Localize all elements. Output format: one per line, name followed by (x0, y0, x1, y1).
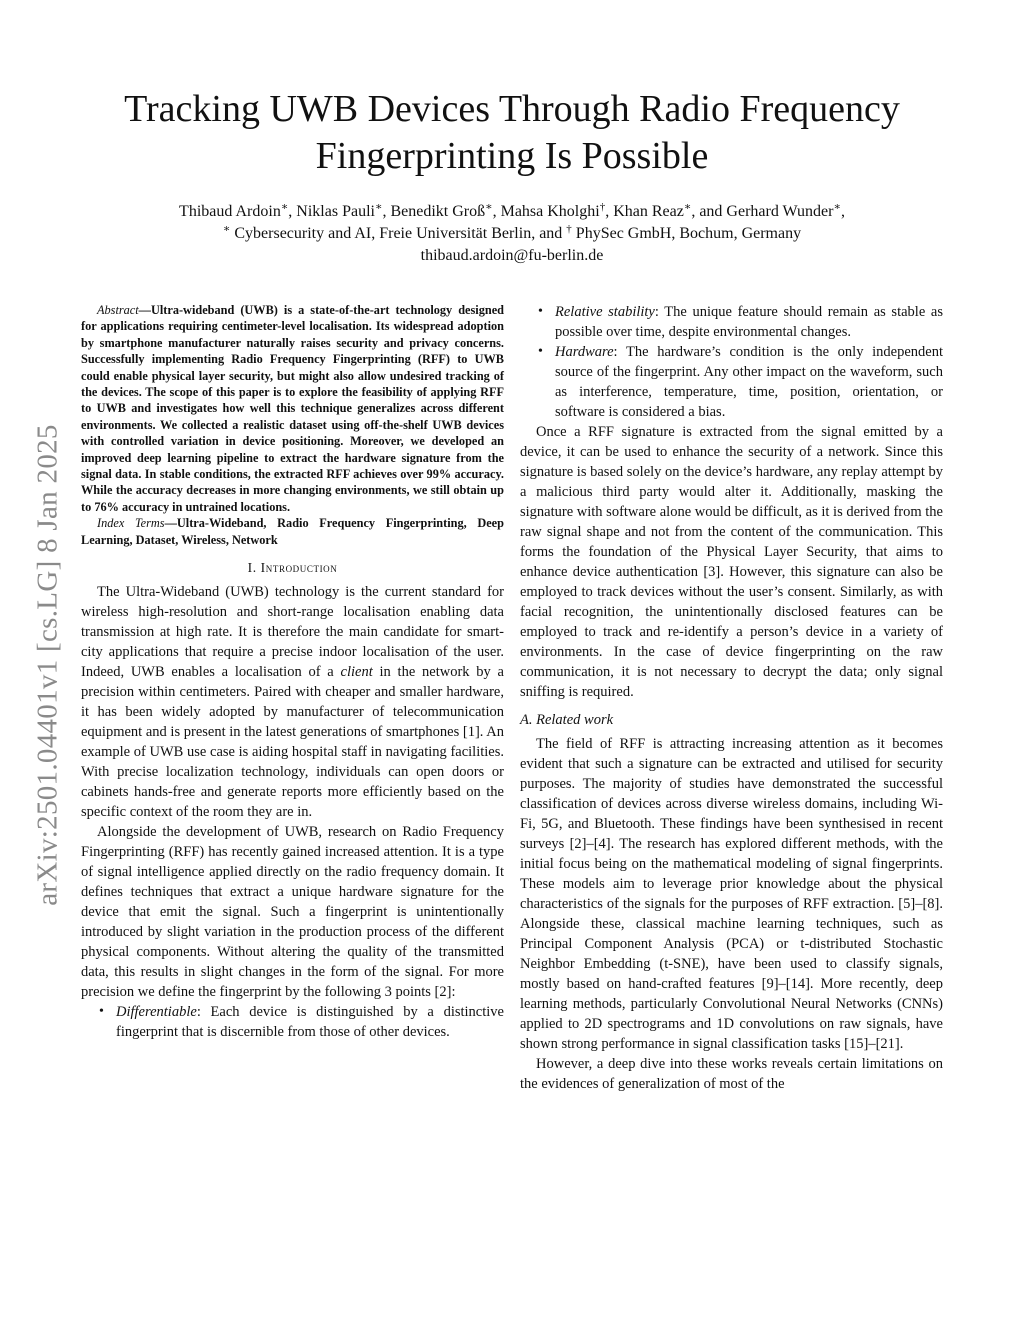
author-block (82, 201, 942, 267)
section-heading-introduction (81, 558, 504, 578)
bullet-term: Differentiable (116, 1004, 197, 1021)
paragraph: However, a deep dive into these works reveals certain limitations on the evidences of generalization of most of the (520, 1056, 943, 1092)
paragraph: Alongside the development of UWB, research on Radio Frequency Fingerprinting (RFF) has recently gained increased attention. It is a type of signal intelligence applied directly on the radio frequency domain. It defines techniques that extract a unique hardware signature for the device that emit the signal. Such a fingerprint is unintentionally introduced by slight variation in the production process of the different physical components. Without altering the quality of the transmitted data, this results in slight changes in the form of the signal. For more precision we define the fingerprint by the following 3 points [2]: (81, 824, 504, 1001)
abstract: Abstract—Ultra-wideband (UWB) is a state-of-the-art technology designed for applications requiring centimeter-level localisation. Its widespread adoption by smartphone manufacturer naturally raises security and privacy concerns. Successfully implementing Radio Frequency Fingerprinting (RFF) to UWB could enable physical layer security, but might also allow undesired tracking of the devices. The scope of this paper is to explore the feasibility of applying RFF to UWB and investigates how well this technique generalizes across different environments. We collected a realistic dataset using off-the-shelf UWB devices with controlled variation in device positioning. Moreover, we developed an improved deep learning pipeline to extract the hardware signature from the signal data. In stable conditions, the extracted RFF achieves over 99% accuracy. While the accuracy decreases in more changing environments, we still obtain up to 76% accuracy in untrained locations. (81, 303, 504, 514)
affiliation-mark: ∗ (222, 223, 231, 235)
index-terms-text: Ultra-Wideband, Radio Frequency Fingerprinting, Deep Learning, Dataset, Wireless, Network (81, 516, 504, 547)
paragraph-text: in the network by a precision within centimeters. Paired with cheaper and smaller hardware, it has been widely adopted by manufacturer of telecommunication equipment and is present in the latest generations of smartphones [1]. An example of UWB use case is aiding hospital staff in navigating facilities. With precise localization technology, individuals can open doors or cabinets hands-free and generate reports more efficiently based on the specific context of the room they are in. (81, 664, 504, 821)
list-item (81, 1002, 504, 1042)
arxiv-identifier: arXiv:2501.04401v1 [cs.LG] 8 Jan 2025 (31, 424, 64, 906)
author-name: and Gerhard Wunder (699, 203, 834, 220)
bullet-text: : The hardware’s condition is the only independent source of the fingerprint. Any other impact on the waveform, such as interference, temperature, time, position, orientation, or software is considered a bias. (555, 344, 943, 420)
right-column (520, 302, 943, 1094)
left-column (81, 302, 504, 1042)
paragraph: The field of RFF is attracting increasing attention as it becomes evident that such a signature can be extracted and utilised for security purposes. The majority of studies have demonstrated the successful classification of devices across diverse wireless domains, including Wi-Fi, 5G, and Bluetooth. These findings have been synthesised in recent surveys [2]–[4]. The research has explored different methods, with the initial focus being on the mathematical modeling of signal fingerprints. These models aim to leverage prior knowledge about the physical characteristics of the signals for the purposes of RFF extraction. [5]–[8]. Alongside these, classical machine learning techniques, such as Principal Component Analysis (PCA) or t-distributed Stochastic Neighbor Embedding (t-SNE), have been used to classify signals, mostly based on hand-crafted features [9]–[14]. More recently, deep learning methods, particularly Convolutional Neural Networks (CNNs) applied to 2D spectrograms and 1D convolutions on raw signals, have shown strong performance in signal classification tasks [15]–[21]. (520, 736, 943, 1052)
index-terms-label: Index Terms (97, 516, 165, 531)
affiliation-mark: ∗ (280, 201, 289, 213)
affiliation-mark: ∗ (374, 201, 383, 213)
title-line-2: Fingerprinting Is Possible (315, 135, 709, 177)
affiliations (82, 223, 942, 245)
section-title: Introduction (260, 560, 338, 576)
fingerprint-criteria-list (81, 1002, 504, 1042)
affiliation-mark: † (599, 201, 606, 213)
paper-title (82, 86, 942, 180)
affiliation-mark: † (566, 223, 572, 235)
author-email: thibaud.ardoin@fu-berlin.de (420, 247, 604, 264)
author-name: Benedikt Groß (390, 203, 486, 220)
author-name: Thibaud Ardoin (179, 203, 281, 220)
emphasis: client (340, 664, 373, 681)
abstract-label: Abstract (97, 303, 139, 317)
bullet-term: Relative stability (555, 304, 655, 320)
abstract-text: Ultra-wideband (UWB) is a state-of-the-art technology designed for applications requiring centimeter-level localisation. Its widespread adoption by smartphone manufacturer naturally raises security and privacy concerns. Successfully implementing Radio Frequency Fingerprinting (RFF) to UWB could enable physical layer security, but might also allow undesired tracking of the devices. The scope of this paper is to explore the feasibility of applying RFF to UWB and investigates how well this technique generalizes across different environments. We collected a realistic dataset using off-the-shelf UWB devices with controlled variation in device positioning. Moreover, we developed an improved deep learning pipeline to extract the hardware signature from the signal data. In stable conditions, the extracted RFF achieves over 99% accuracy. While the accuracy decreases in more changing environments, we still obtain up to 76% accuracy in untrained locations. (81, 303, 504, 514)
paragraph-text: The Ultra-Wideband (UWB) technology is the current standard for wireless high-resolution and short-range localisation enabling data transmission at high rate. It is therefore the main candidate for smart-city applications that require a precise indoor localisation of the user. Indeed, UWB enables a localisation of a (81, 584, 504, 681)
subsection-heading-related-work: A. Related work (520, 712, 614, 728)
author-name: Mahsa Kholghi (500, 203, 600, 220)
bullet-text: : Each device is distinguished by a distinctive fingerprint that is discernible from those of other devices. (116, 1004, 504, 1041)
author-name: Khan Reaz (613, 203, 684, 220)
affiliation-mark: ∗ (683, 201, 692, 213)
author-list: Thibaud Ardoin∗, Niklas Pauli∗, Benedikt Groß∗, Mahsa Kholghi†, Khan Reaz∗, and Gerhard Wunder∗, (179, 201, 845, 220)
paragraph (81, 582, 504, 822)
paragraph: Once a RFF signature is extracted from the signal emitted by a device, it can be used to enhance the security of a network. Since this signature is based solely on the device’s hardware, any replay attempt by a malicious third party would alter it. Additionally, masking the signature with software alone would be difficult, as it is derived from the raw signal shape and not from the content of the communication. This forms the foundation of the Physical Layer Security, that aims to enhance device authentication [3]. However, this signature can also be employed to track devices without the user’s consent. Similarly, as with facial recognition, the unintentionally disclosed features can be employed to track and re-identify a person’s device in a variety of environments. In the case of device fingerprinting on the raw communication, it is not necessary to decrypt the data; only signal sniffing is required. (520, 424, 943, 700)
affiliation-2: PhySec GmbH, Bochum, Germany (575, 225, 802, 242)
list-item (520, 302, 943, 342)
affiliation-1: Cybersecurity and AI, Freie Universität Berlin, and (234, 225, 563, 242)
affiliation-mark: ∗ (833, 201, 841, 213)
fingerprint-criteria-list-cont (520, 302, 943, 422)
section-number: I. (247, 560, 257, 576)
author-name: Niklas Pauli (296, 203, 375, 220)
bullet-term: Hardware (555, 344, 614, 360)
bullet-text: : The unique feature should remain as stable as possible over time, despite environmental changes. (555, 304, 943, 340)
affiliation-mark: ∗ (485, 201, 493, 213)
list-item (520, 342, 943, 422)
arxiv-sidebar (28, 370, 68, 960)
title-line-1: Tracking UWB Devices Through Radio Frequency (124, 88, 900, 130)
index-terms: Index Terms—Ultra-Wideband, Radio Frequency Fingerprinting, Deep Learning, Dataset, Wireless, Network (81, 516, 504, 547)
